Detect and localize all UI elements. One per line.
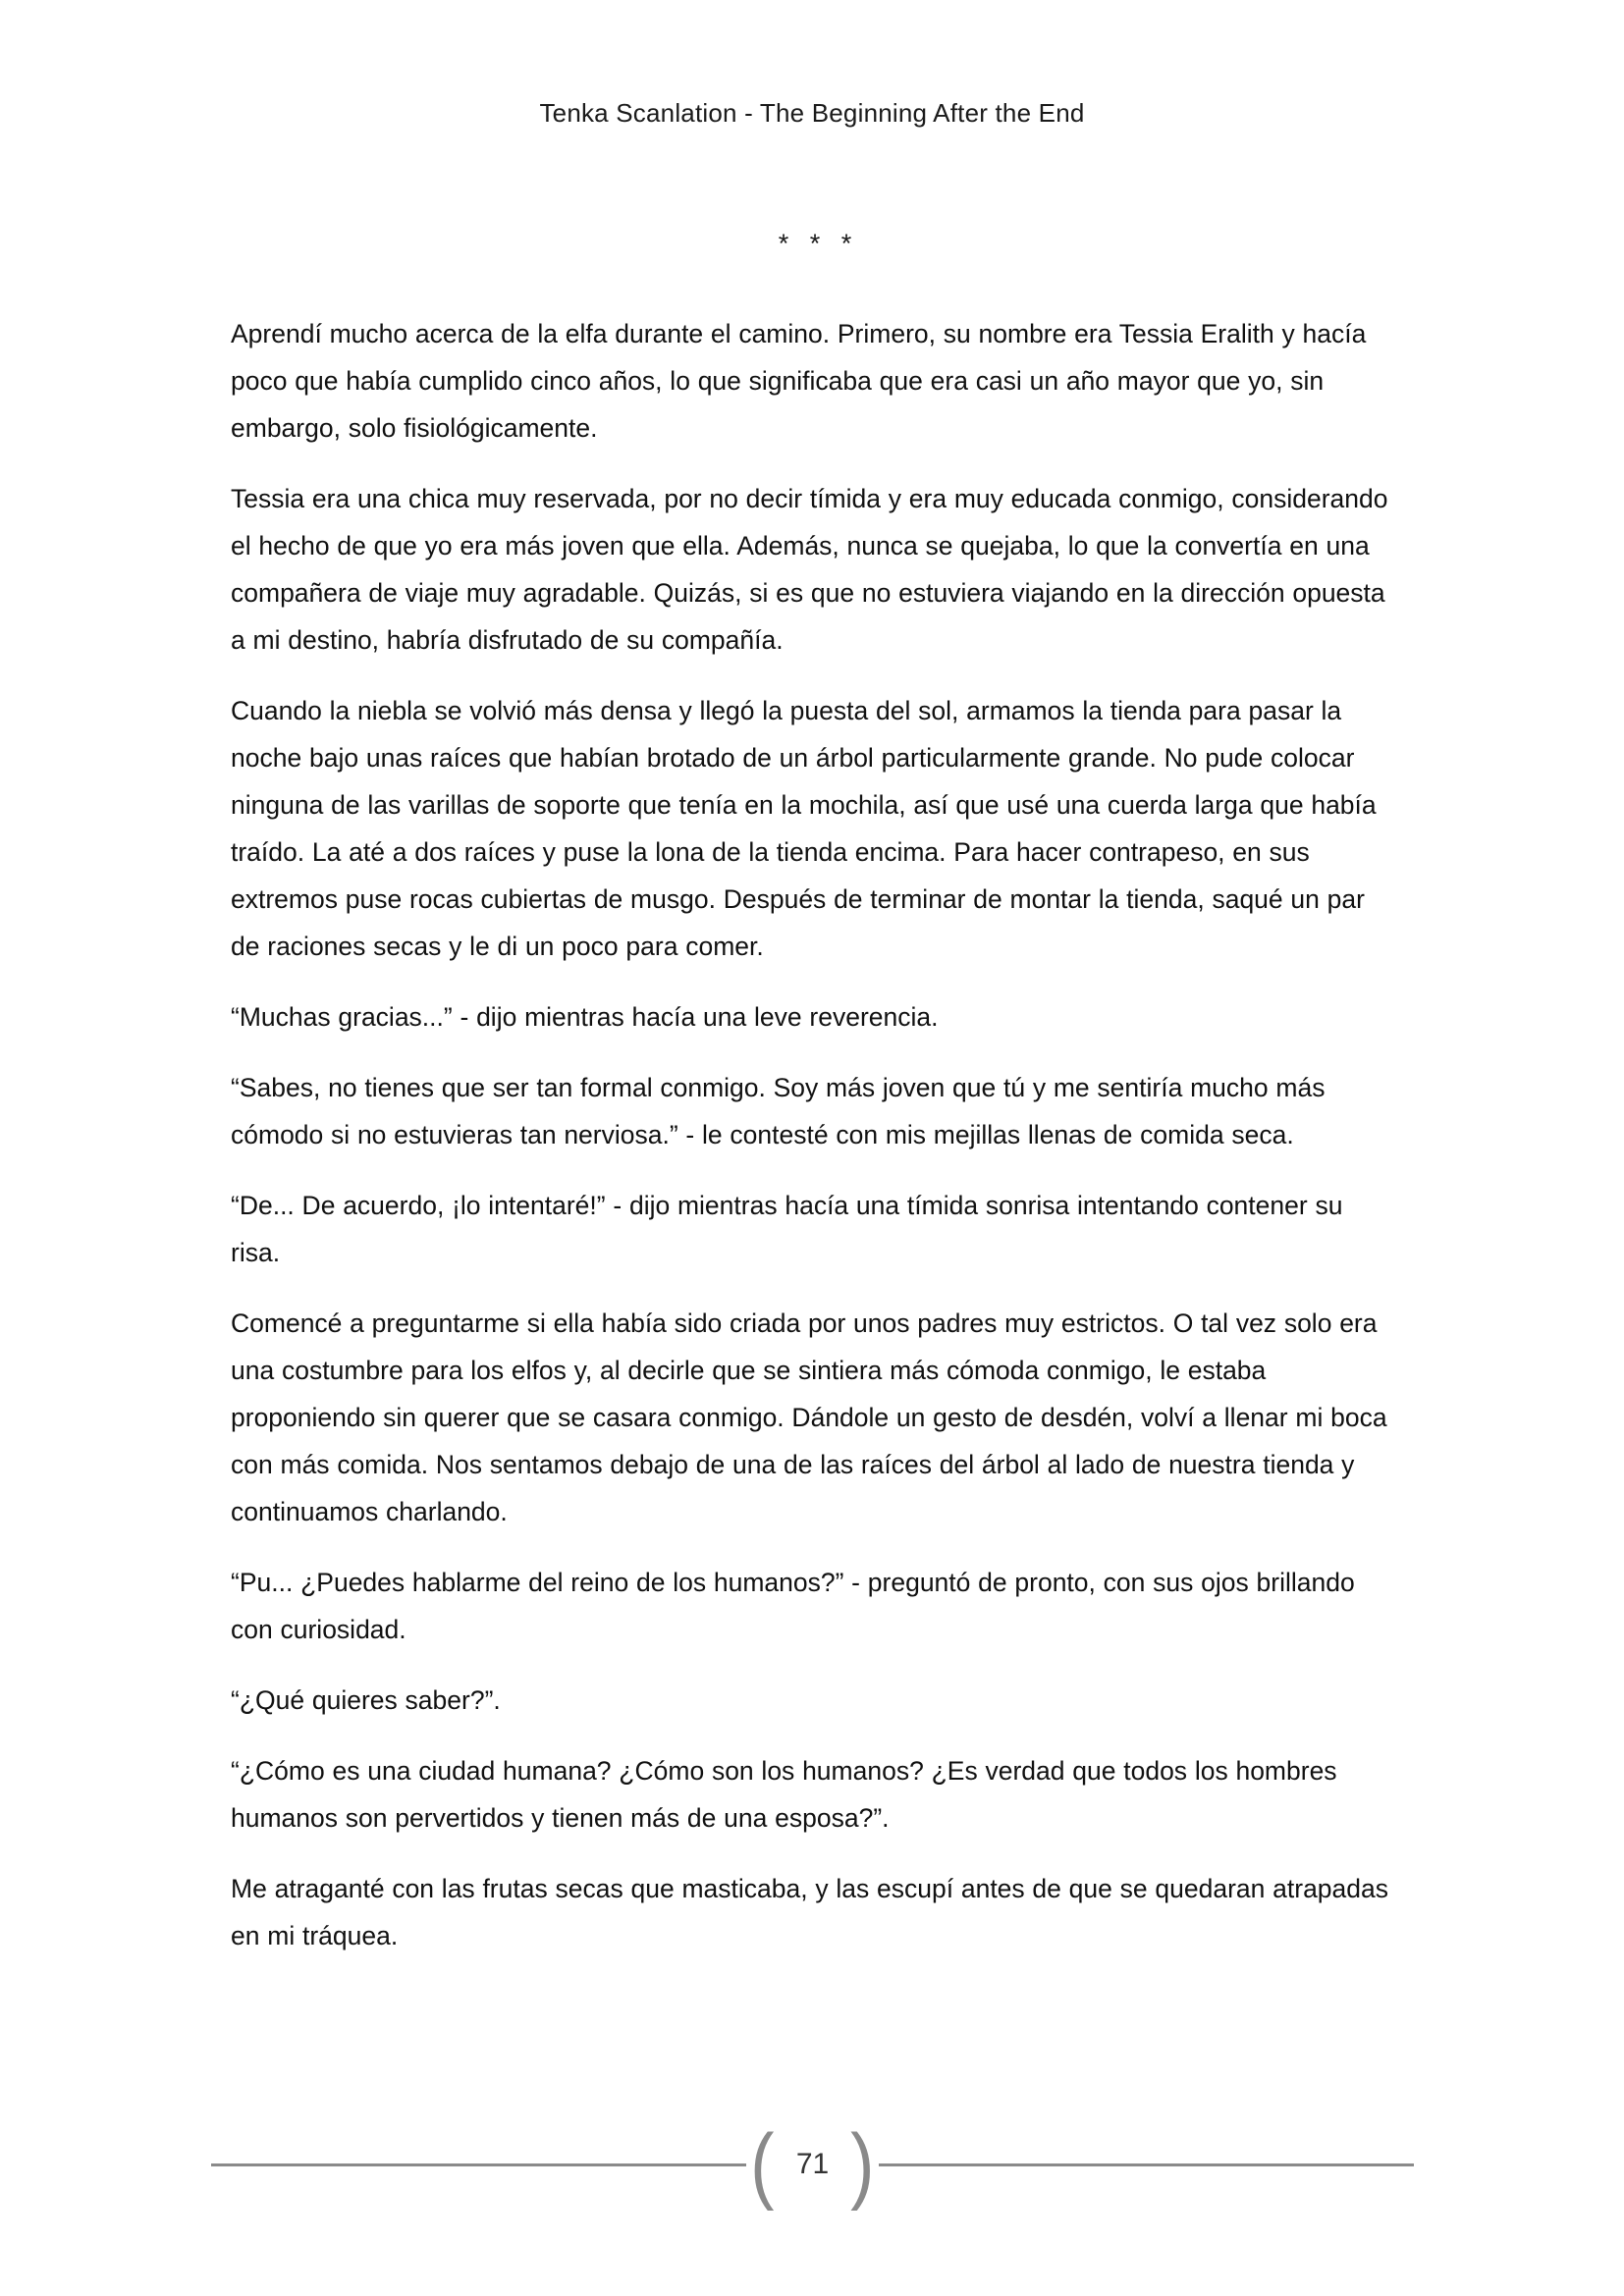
running-header-title: Tenka Scanlation - The Beginning After the End (539, 98, 1085, 128)
page-number: 71 (795, 2148, 830, 2180)
body-paragraph: “¿Qué quieres saber?”. (231, 1685, 501, 1715)
scene-divider: * * * (778, 229, 859, 258)
right-parenthesis-ornament: ) (850, 2117, 875, 2212)
body-paragraph: Tessia era una chica muy reservada, por no decir tímida y era muy educada conmigo, considerando el hecho de que yo era más joven que ella. Además, nunca se quejaba, lo que la convertía en una compañera de viaje muy agradable. Quizás, si es que no estuviera viajando en la dirección opuesta a mi destino, habría disfrutado de su compañía. (231, 484, 1388, 655)
footer-rule-group (211, 2117, 1414, 2212)
page-body-content (231, 224, 1399, 1959)
left-parenthesis-ornament: ( (750, 2117, 775, 2212)
body-paragraph: “Muchas gracias...” - dijo mientras hacía una leve reverencia. (231, 1002, 939, 1032)
body-paragraph: “Pu... ¿Puedes hablarme del reino de los humanos?” - preguntó de pronto, con sus ojos brillando con curiosidad. (231, 1568, 1355, 1644)
footer-rule-left (211, 2163, 746, 2166)
body-paragraph: Cuando la niebla se volvió más densa y llegó la puesta del sol, armamos la tienda para pasar la noche bajo unas raíces que habían brotado de un árbol particularmente grande. No pude colocar ninguna de las varillas de soporte que tenía en la mochila, así que usé una cuerda larga que había traído. La até a dos raíces y puse la lona de la tienda encima. Para hacer contrapeso, en sus extremos puse rocas cubiertas de musgo. Después de terminar de montar la tienda, saqué un par de raciones secas y le di un poco para comer. (231, 696, 1377, 961)
footer-rule-right (879, 2163, 1414, 2166)
body-paragraph: “¿Cómo es una ciudad humana? ¿Cómo son los humanos? ¿Es verdad que todos los hombres humanos son pervertidos y tienen más de una esposa?”. (231, 1756, 1337, 1833)
body-paragraph: Aprendí mucho acerca de la elfa durante el camino. Primero, su nombre era Tessia Eralith y hacía poco que había cumplido cinco años, lo que significaba que era casi un año mayor que yo, sin embargo, solo fisiológicamente. (231, 319, 1367, 443)
page-number-group (746, 2117, 879, 2212)
body-paragraph: Comencé a preguntarme si ella había sido criada por unos padres muy estrictos. O tal vez solo era una costumbre para los elfos y, al decirle que se sintiera más cómoda conmigo, le estaba proponiendo sin querer que se casara conmigo. Dándole un gesto de desdén, volví a llenar mi boca con más comida. Nos sentamos debajo de una de las raíces del árbol al lado de nuestra tienda y continuamos charlando. (231, 1308, 1387, 1526)
body-paragraph: “Sabes, no tienes que ser tan formal conmigo. Soy más joven que tú y me sentiría mucho más cómodo si no estuvieras tan nerviosa.” - le contesté con mis mejillas llenas de comida seca. (231, 1073, 1326, 1149)
page-footer (0, 2100, 1624, 2296)
body-paragraph: “De... De acuerdo, ¡lo intentaré!” - dijo mientras hacía una tímida sonrisa intentando contener su risa. (231, 1191, 1343, 1267)
body-paragraph: Me atraganté con las frutas secas que masticaba, y las escupí antes de que se quedaran atrapadas en mi tráquea. (231, 1874, 1389, 1950)
